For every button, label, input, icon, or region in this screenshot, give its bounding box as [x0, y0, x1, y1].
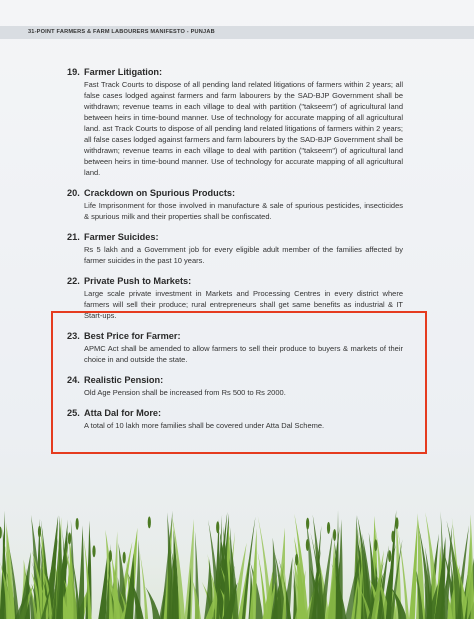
highlight-box: [51, 311, 427, 454]
item-body: [84, 79, 403, 178]
item-number: 25.: [67, 408, 80, 418]
item-paragraph: Rs 5 lakh and a Government job for every eligible adult member of the families affected by farmer suicides in the past 10 years.: [84, 245, 403, 265]
list-item: [67, 187, 403, 222]
item-title: Realistic Pension:: [84, 375, 164, 385]
item-paragraph: Old Age Pension shall be increased from Rs 500 to Rs 2000.: [84, 388, 286, 397]
item-heading: [67, 275, 403, 288]
item-title: Private Push to Markets:: [84, 276, 192, 286]
item-number: 23.: [67, 331, 80, 341]
item-title: Farmer Litigation:: [84, 67, 163, 77]
item-heading: [67, 231, 403, 244]
item-title: Best Price for Farmer:: [84, 331, 181, 341]
item-body: [84, 200, 403, 222]
header-title: 31-POINT FARMERS & FARM LABOURERS MANIFESTO - PUNJAB: [28, 29, 215, 35]
item-paragraph: Large scale private investment in Markets and Processing Centres in every district where farmers will sell their produce; rural entrepreneurs shall get same benefits as industrial & IT Start-ups.: [84, 289, 403, 320]
item-number: 24.: [67, 375, 80, 385]
item-number: 19.: [67, 67, 80, 77]
item-number: 22.: [67, 276, 80, 286]
item-body: [84, 244, 403, 266]
item-title: Farmer Suicides:: [84, 232, 159, 242]
item-heading: [67, 187, 403, 200]
item-title: Atta Dal for More:: [84, 408, 162, 418]
item-heading: [67, 66, 403, 79]
item-paragraph: Fast Track Courts to dispose of all pending land related litigations of farmers within 2 years; all false cases lodged against farmers and farm labourers by the SAD-BJP Government shall be withdrawn; revenue teams in each village to deal with partition ("takseem") of agricultural land between heirs in time-bound manner. Use of technology for accurate mapping of all agricultural land. ast Track Courts to dispose of all pending land related litigations of farmers within 2 years; all false cases lodged against farmers and farm labourers by the SAD-BJP Government shall be withdrawn; revenue teams in each village to deal with partition ("takseem") of agricultural land between heirs in time-bound manner. Use of technology for accurate mapping of all agricultural land.: [84, 80, 403, 177]
list-item: [67, 66, 403, 178]
grass-decoration-image: [0, 500, 474, 619]
item-paragraph: APMC Act shall be amended to allow farmers to sell their produce to buyers & markets of their choice in and outside the state.: [84, 344, 403, 364]
item-number: 20.: [67, 188, 80, 198]
item-paragraph: Life Imprisonment for those involved in manufacture & sale of spurious pesticides, insecticides & spurious milk and their properties shall be confiscated.: [84, 201, 403, 221]
item-number: 21.: [67, 232, 80, 242]
list-item: [67, 231, 403, 266]
item-paragraph: A total of 10 lakh more families shall be covered under Atta Dal Scheme.: [84, 421, 325, 430]
item-title: Crackdown on Spurious Products:: [84, 188, 236, 198]
